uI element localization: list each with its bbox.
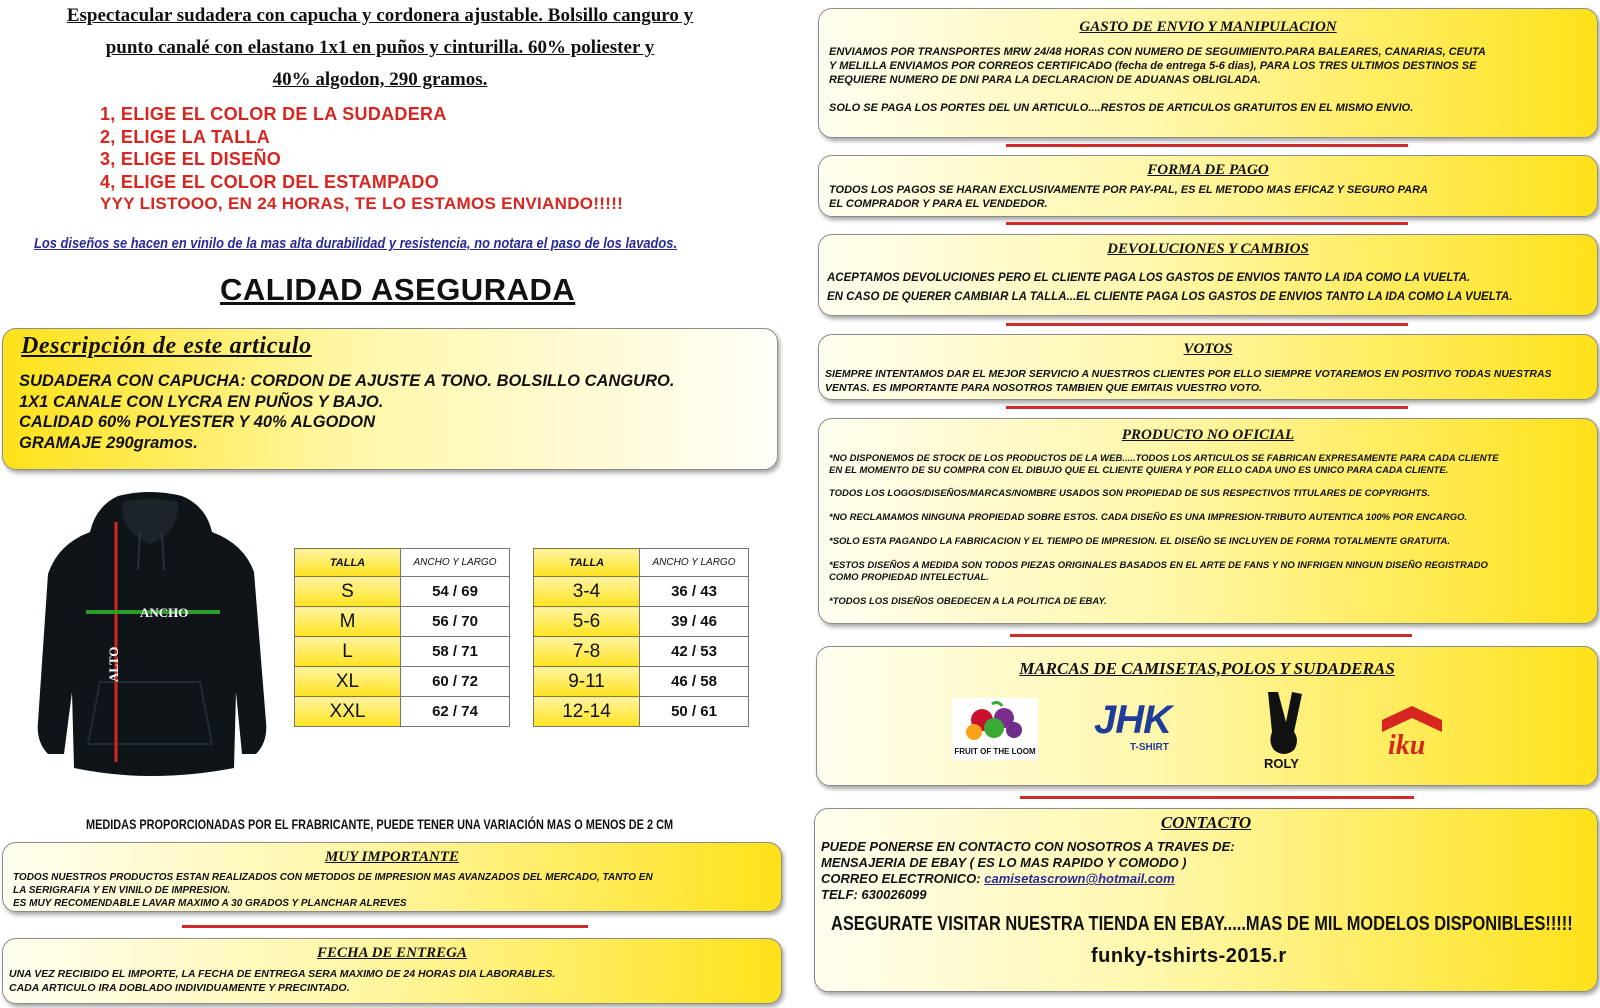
description-line-1: SUDADERA CON CAPUCHA: CORDON DE AJUSTE A TONO. BOLSILLO CANGURO. bbox=[19, 372, 675, 390]
adult-size-table bbox=[294, 548, 510, 727]
table-row bbox=[534, 637, 749, 667]
iku-text: iku bbox=[1388, 730, 1426, 760]
size-cell: 7-8 bbox=[534, 637, 640, 667]
pago-title: FORMA DE PAGO bbox=[1147, 162, 1269, 178]
divider bbox=[182, 925, 588, 928]
divider bbox=[1020, 796, 1414, 799]
muy-importante-title: MUY IMPORTANTE bbox=[324, 849, 460, 865]
measure-cell: 46 / 58 bbox=[640, 667, 749, 697]
contacto-line-1: PUEDE PONERSE EN CONTACTO CON NOSOTROS A TRAVES DE: bbox=[821, 839, 1235, 854]
intro-line-2: punto canalé con elastano 1x1 en puños y cinturilla. 60% poliester y bbox=[105, 37, 655, 58]
measure-cell: 60 / 72 bbox=[401, 667, 510, 697]
size-cell: 5-6 bbox=[534, 607, 640, 637]
intro-text bbox=[20, 0, 740, 96]
table-row bbox=[295, 667, 510, 697]
adult-header-measure: ANCHO Y LARGO bbox=[401, 549, 510, 577]
kids-header-size: TALLA bbox=[534, 549, 640, 577]
fecha-entrega-title: FECHA DE ENTREGA bbox=[316, 945, 468, 961]
description-box bbox=[2, 328, 778, 470]
devoluciones-line: ACEPTAMOS DEVOLUCIONES PERO EL CLIENTE PAGA LOS GASTOS DE ENVIOS TANTO LA IDA COMO LA VUELTA. bbox=[827, 272, 1471, 284]
kids-table-header bbox=[534, 549, 749, 577]
table-row bbox=[295, 607, 510, 637]
envio-extra: SOLO SE PAGA LOS PORTES DEL UN ARTICULO....RESTOS DE ARTICULOS GRATUITOS EN EL MISMO ENVIO. bbox=[829, 102, 1414, 114]
devoluciones-box bbox=[818, 234, 1598, 316]
pago-text bbox=[829, 183, 1428, 211]
pago-box bbox=[818, 155, 1598, 217]
contacto-email-row bbox=[821, 871, 1235, 887]
votos-text bbox=[825, 367, 1552, 395]
divider bbox=[1010, 634, 1412, 637]
store-name[interactable]: funky-tshirts-2015.r bbox=[1091, 945, 1287, 967]
no-oficial-line: TODOS LOS LOGOS/DISEÑOS/MARCAS/NOMBRE USADOS SON PROPIEDAD DE SUS RESPECTIVOS TITULARES DE COPYRIGHTS. bbox=[829, 488, 1431, 499]
step-3: 3, ELIGE EL DISEÑO bbox=[100, 149, 282, 169]
votos-line: SIEMPRE INTENTAMOS DAR EL MEJOR SERVICIO A NUESTROS CLIENTES POR ELLO SIEMPRE VOTAREMOS EN POSITIVO TODAS NUESTRAS bbox=[825, 368, 1552, 380]
envio-title: GASTO DE ENVIO Y MANIPULACION bbox=[1079, 19, 1337, 35]
no-oficial-line: *SOLO ESTA PAGANDO LA FABRICACION Y EL TIEMPO DE IMPRESION. EL DISEÑO SE INCLUYEN DE FORMA TOTALMENTE GRATUITA. bbox=[829, 536, 1451, 547]
no-oficial-box bbox=[818, 418, 1598, 624]
table-row bbox=[534, 667, 749, 697]
pago-line: TODOS LOS PAGOS SE HARAN EXCLUSIVAMENTE POR PAY-PAL, ES EL METODO MAS EFICAZ Y SEGURO PARA bbox=[829, 184, 1428, 196]
description-lines bbox=[19, 371, 674, 453]
no-oficial-line: EN EL MOMENTO DE SU COMPRA CON EL DIBUJO QUE EL CLIENTE QUIERA Y POR ELLO CADA UNO ES UNICO PARA CADA CLIENTE. bbox=[829, 465, 1449, 476]
envio-text bbox=[829, 45, 1486, 115]
kids-size-table bbox=[533, 548, 749, 727]
table-row bbox=[295, 697, 510, 727]
measures-note: MEDIDAS PROPORCIONADAS POR EL FRABRICANTE, PUEDE TENER UNA VARIACIÓN MAS O MENOS DE 2 CM bbox=[86, 816, 674, 832]
envio-box bbox=[818, 8, 1598, 138]
visit-store-cta: ASEGURATE VISITAR NUESTRA TIENDA EN EBAY.....MAS DE MIL MODELOS DISPONIBLES!!!!! bbox=[831, 913, 1573, 935]
step-5: YYY LISTOOO, EN 24 HORAS, TE LO ESTAMOS ENVIANDO!!!!! bbox=[100, 194, 624, 213]
intro-line-1: Espectacular sudadera con capucha y cordonera ajustable. Bolsillo canguro y bbox=[66, 5, 694, 26]
contacto-line-2: MENSAJERIA DE EBAY ( ES LO MAS RAPIDO Y COMODO ) bbox=[821, 855, 1187, 870]
roly-text: ROLY bbox=[1264, 756, 1299, 771]
order-steps bbox=[100, 103, 740, 216]
roly-hand-icon bbox=[1262, 688, 1306, 758]
measure-cell: 39 / 46 bbox=[640, 607, 749, 637]
no-oficial-line: *NO RECLAMAMOS NINGUNA PROPIEDAD SOBRE ESTOS. CADA DISEÑO ES UNA IMPRESION-TRIBUTO AUTENTICA 100% POR ENCARGO. bbox=[829, 512, 1468, 523]
jhk-logo bbox=[1094, 700, 1190, 760]
no-oficial-line: *TODOS LOS DISEÑOS OBEDECEN A LA POLITICA DE EBAY. bbox=[829, 596, 1107, 607]
table-row bbox=[295, 577, 510, 607]
muy-importante-box bbox=[2, 842, 782, 912]
no-oficial-line: *NO DISPONEMOS DE STOCK DE LOS PRODUCTOS DE LA WEB.....TODOS LOS ARTICULOS SE FABRICAN EXPRESAMENTE PARA CADA CLIENTE bbox=[829, 453, 1499, 464]
measure-cell: 42 / 53 bbox=[640, 637, 749, 667]
marcas-box bbox=[816, 646, 1598, 786]
fruit-of-the-loom-text: FRUIT OF THE LOOM bbox=[954, 747, 1036, 756]
hoodie-illustration bbox=[30, 492, 270, 792]
size-cell: M bbox=[295, 607, 401, 637]
measure-cell: 50 / 61 bbox=[640, 697, 749, 727]
roly-logo bbox=[1262, 688, 1306, 774]
votos-line: VENTAS. ES IMPORTANTE PARA NOSOTROS TAMBIEN QUE EMITAIS VUESTRO VOTO. bbox=[825, 382, 1262, 394]
muy-importante-line: LA SERIGRAFIA Y EN VINILO DE IMPRESION. bbox=[13, 885, 231, 896]
description-line-3: CALIDAD 60% POLYESTER Y 40% ALGODON bbox=[19, 413, 376, 431]
muy-importante-line: TODOS NUESTROS PRODUCTOS ESTAN REALIZADOS CON METODOS DE IMPRESION MAS AVANZADOS DEL MERCADO, TANTO EN bbox=[13, 872, 653, 883]
size-cell: XL bbox=[295, 667, 401, 697]
table-row bbox=[534, 577, 749, 607]
fecha-entrega-line: UNA VEZ RECIBIDO EL IMPORTE, LA FECHA DE ENTREGA SERA MAXIMO DE 24 HORAS DIA LABORABLES. bbox=[9, 968, 556, 980]
size-cell: 9-11 bbox=[534, 667, 640, 697]
no-oficial-title: PRODUCTO NO OFICIAL bbox=[1121, 427, 1295, 443]
description-title: Descripción de este articulo bbox=[21, 333, 312, 359]
devoluciones-title: DEVOLUCIONES Y CAMBIOS bbox=[1107, 241, 1309, 257]
size-cell: 12-14 bbox=[534, 697, 640, 727]
votos-title: VOTOS bbox=[1183, 341, 1233, 357]
description-line-2: 1X1 CANALE CON LYCRA EN PUÑOS Y BAJO. bbox=[19, 392, 384, 411]
muy-importante-text bbox=[13, 871, 653, 910]
devoluciones-line: EN CASO DE QUERER CAMBIAR LA TALLA...EL CLIENTE PAGA LOS GASTOS DE ENVIOS TANTO LA IDA COMO LA VUELTA. bbox=[827, 291, 1513, 303]
contacto-details bbox=[821, 839, 1235, 903]
email-label: CORREO ELECTRONICO: bbox=[821, 871, 985, 886]
divider bbox=[1006, 222, 1408, 225]
measure-cell: 62 / 74 bbox=[401, 697, 510, 727]
kids-header-measure: ANCHO Y LARGO bbox=[640, 549, 749, 577]
no-oficial-line: *ESTOS DISEÑOS A MEDIDA SON TODOS PIEZAS ORIGINALES BASADOS EN EL ARTE DE FANS Y NO INFRIGEN NINGUN DISEÑO REGISTRADO bbox=[829, 560, 1488, 571]
iku-icon bbox=[1378, 702, 1446, 760]
measure-cell: 56 / 70 bbox=[401, 607, 510, 637]
envio-line: Y MELILLA ENVIAMOS POR CORREOS CERTIFICADO (fecha de entrega 5-6 dias), PARA LOS TRES ULTIMOS DESTINOS SE bbox=[829, 60, 1477, 72]
no-oficial-line: COMO PROPIEDAD INTELECTUAL. bbox=[829, 572, 989, 583]
contacto-box bbox=[814, 808, 1598, 992]
jhk-tshirt-text: T-SHIRT bbox=[1130, 742, 1169, 753]
marcas-title: MARCAS DE CAMISETAS,POLOS Y SUDADERAS bbox=[1019, 659, 1395, 678]
email-link[interactable]: camisetascrown@hotmail.com bbox=[984, 871, 1175, 886]
step-1: 1, ELIGE EL COLOR DE LA SUDADERA bbox=[100, 104, 447, 124]
adult-header-size: TALLA bbox=[295, 549, 401, 577]
size-cell: S bbox=[295, 577, 401, 607]
contacto-phone: TELF: 630026099 bbox=[821, 887, 927, 902]
muy-importante-line: ES MUY RECOMENDABLE LAVAR MAXIMO A 30 GRADOS Y PLANCHAR ALREVES bbox=[13, 898, 407, 909]
fecha-entrega-text bbox=[9, 967, 555, 995]
vinyl-note: Los diseños se hacen en vinilo de la mas alta durabilidad y resistencia, no notara el paso de los lavados. bbox=[34, 235, 678, 252]
devoluciones-text bbox=[827, 269, 1513, 307]
divider bbox=[1006, 406, 1408, 409]
size-cell: XXL bbox=[295, 697, 401, 727]
size-cell: L bbox=[295, 637, 401, 667]
intro-line-3: 40% algodon, 290 gramos. bbox=[272, 69, 488, 90]
votos-box bbox=[818, 334, 1598, 400]
table-row bbox=[295, 637, 510, 667]
measure-cell: 36 / 43 bbox=[640, 577, 749, 607]
contacto-title: CONTACTO bbox=[1160, 813, 1252, 832]
measure-cell: 54 / 69 bbox=[401, 577, 510, 607]
width-label: ANCHO bbox=[140, 605, 189, 620]
fecha-entrega-box bbox=[2, 938, 782, 1004]
step-4: 4, ELIGE EL COLOR DEL ESTAMPADO bbox=[100, 171, 440, 192]
no-oficial-text bbox=[829, 453, 1499, 608]
table-row bbox=[534, 607, 749, 637]
iku-logo bbox=[1378, 702, 1446, 760]
step-2: 2, ELIGE LA TALLA bbox=[100, 126, 271, 147]
height-label: ALTO bbox=[106, 646, 121, 682]
adult-table-header bbox=[295, 549, 510, 577]
pago-line: EL COMPRADOR Y PARA EL VENDEDOR. bbox=[829, 198, 1048, 210]
divider bbox=[1006, 144, 1408, 147]
envio-line: ENVIAMOS POR TRANSPORTES MRW 24/48 HORAS CON NUMERO DE SEGUIMIENTO.PARA BALEARES, CANARIAS, CEUTA bbox=[829, 46, 1486, 58]
envio-line: REQUIERE NUMERO DE DNI PARA LA DECLARACION DE ADUANAS OBLIGLADA. bbox=[829, 74, 1261, 86]
size-cell: 3-4 bbox=[534, 577, 640, 607]
measure-cell: 58 / 71 bbox=[401, 637, 510, 667]
description-line-4: GRAMAJE 290gramos. bbox=[19, 433, 198, 452]
divider bbox=[1006, 323, 1408, 326]
quality-heading: CALIDAD ASEGURADA bbox=[220, 272, 576, 307]
fecha-entrega-line: CADA ARTICULO IRA DOBLADO INDIVIDUAMENTE Y PRECINTADO. bbox=[9, 982, 350, 994]
fruit-of-the-loom-logo bbox=[952, 698, 1038, 760]
jhk-text: JHK bbox=[1094, 698, 1172, 742]
table-row bbox=[534, 697, 749, 727]
